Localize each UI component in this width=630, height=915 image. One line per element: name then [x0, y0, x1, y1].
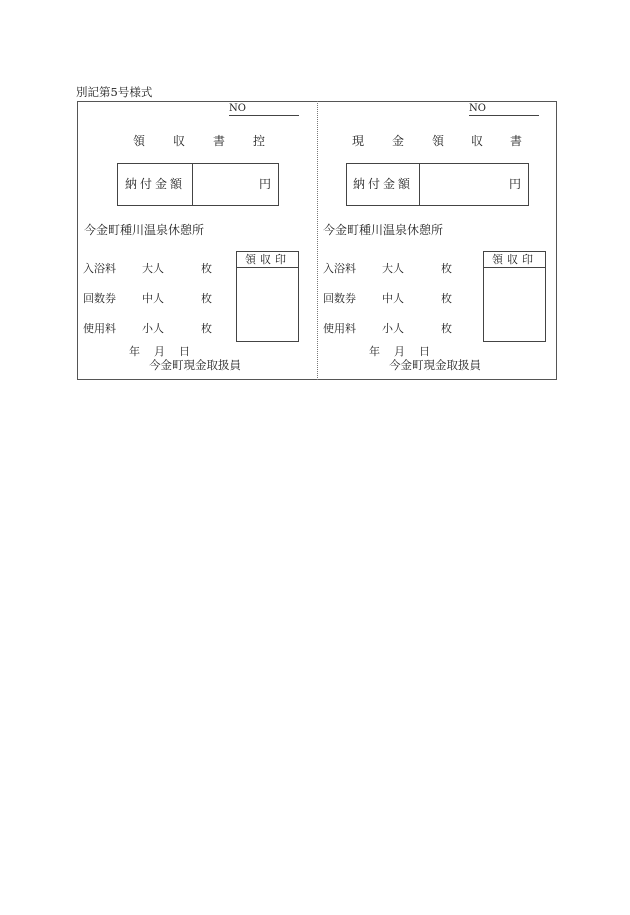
fee-size: 小人 [382, 322, 404, 335]
stub-amount-unit: 円 [258, 177, 271, 191]
date-day: 日 [419, 345, 430, 358]
fee-unit: 枚 [201, 292, 212, 305]
date-month: 月 [394, 345, 405, 358]
form-title: 別記第5号様式 [76, 85, 153, 99]
stub-fee-row [83, 260, 223, 274]
receipt-facility-name: 今金町種川温泉休憩所 [323, 223, 444, 237]
date-year: 年 [369, 345, 380, 358]
stub-title-char: 収 [173, 134, 186, 148]
receipt-amount-box [346, 163, 529, 206]
receipt-title-char: 書 [510, 134, 523, 148]
receipt-title-char: 収 [471, 134, 484, 148]
fee-type: 使用料 [83, 322, 116, 335]
stub-panel [77, 101, 317, 380]
receipt-fee-row [323, 260, 463, 274]
fee-type: 使用料 [323, 322, 356, 335]
receipt-fee-row [323, 320, 463, 334]
fee-size: 大人 [382, 262, 404, 275]
stub-facility-name: 今金町種川温泉休憩所 [84, 223, 205, 237]
stub-fee-row [83, 320, 223, 334]
date-day: 日 [179, 345, 190, 358]
receipt-issuer: 今金町現金取扱員 [389, 358, 481, 372]
stub-title-char: 領 [133, 134, 146, 148]
receipt-no-field[interactable] [469, 103, 539, 116]
fee-unit: 枚 [441, 322, 452, 335]
receipt-no-label: NO [469, 103, 486, 114]
fee-size: 中人 [382, 292, 404, 305]
receipt-title-char: 金 [392, 134, 405, 148]
fee-unit: 枚 [201, 322, 212, 335]
receipt-title-char: 領 [432, 134, 445, 148]
fee-type: 入浴料 [323, 262, 356, 275]
fee-unit: 枚 [441, 262, 452, 275]
fee-size: 小人 [142, 322, 164, 335]
receipt-stamp-box [483, 251, 546, 342]
receipt-fee-row [323, 290, 463, 304]
stub-fee-row [83, 290, 223, 304]
fee-type: 回数券 [83, 292, 116, 305]
stub-stamp-label: 領収印 [237, 252, 298, 268]
fee-unit: 枚 [201, 262, 212, 275]
receipt-panel [317, 101, 557, 380]
fee-size: 大人 [142, 262, 164, 275]
stub-no-label: NO [229, 103, 246, 114]
fee-size: 中人 [142, 292, 164, 305]
receipt-amount-label: 納付金額 [347, 164, 420, 205]
stub-issuer: 今金町現金取扱員 [149, 358, 241, 372]
fee-unit: 枚 [441, 292, 452, 305]
stub-title-char: 書 [213, 134, 226, 148]
receipt-title-char: 現 [352, 134, 365, 148]
date-month: 月 [154, 345, 165, 358]
fee-type: 回数券 [323, 292, 356, 305]
stub-amount-label: 納付金額 [118, 164, 193, 205]
receipt-stamp-label: 領収印 [484, 252, 545, 268]
stub-no-field[interactable] [229, 103, 299, 116]
stub-amount-box [117, 163, 279, 206]
date-year: 年 [129, 345, 140, 358]
stub-title-char: 控 [253, 134, 266, 148]
fee-type: 入浴料 [83, 262, 116, 275]
stub-stamp-box [236, 251, 299, 342]
receipt-amount-unit: 円 [508, 177, 521, 191]
